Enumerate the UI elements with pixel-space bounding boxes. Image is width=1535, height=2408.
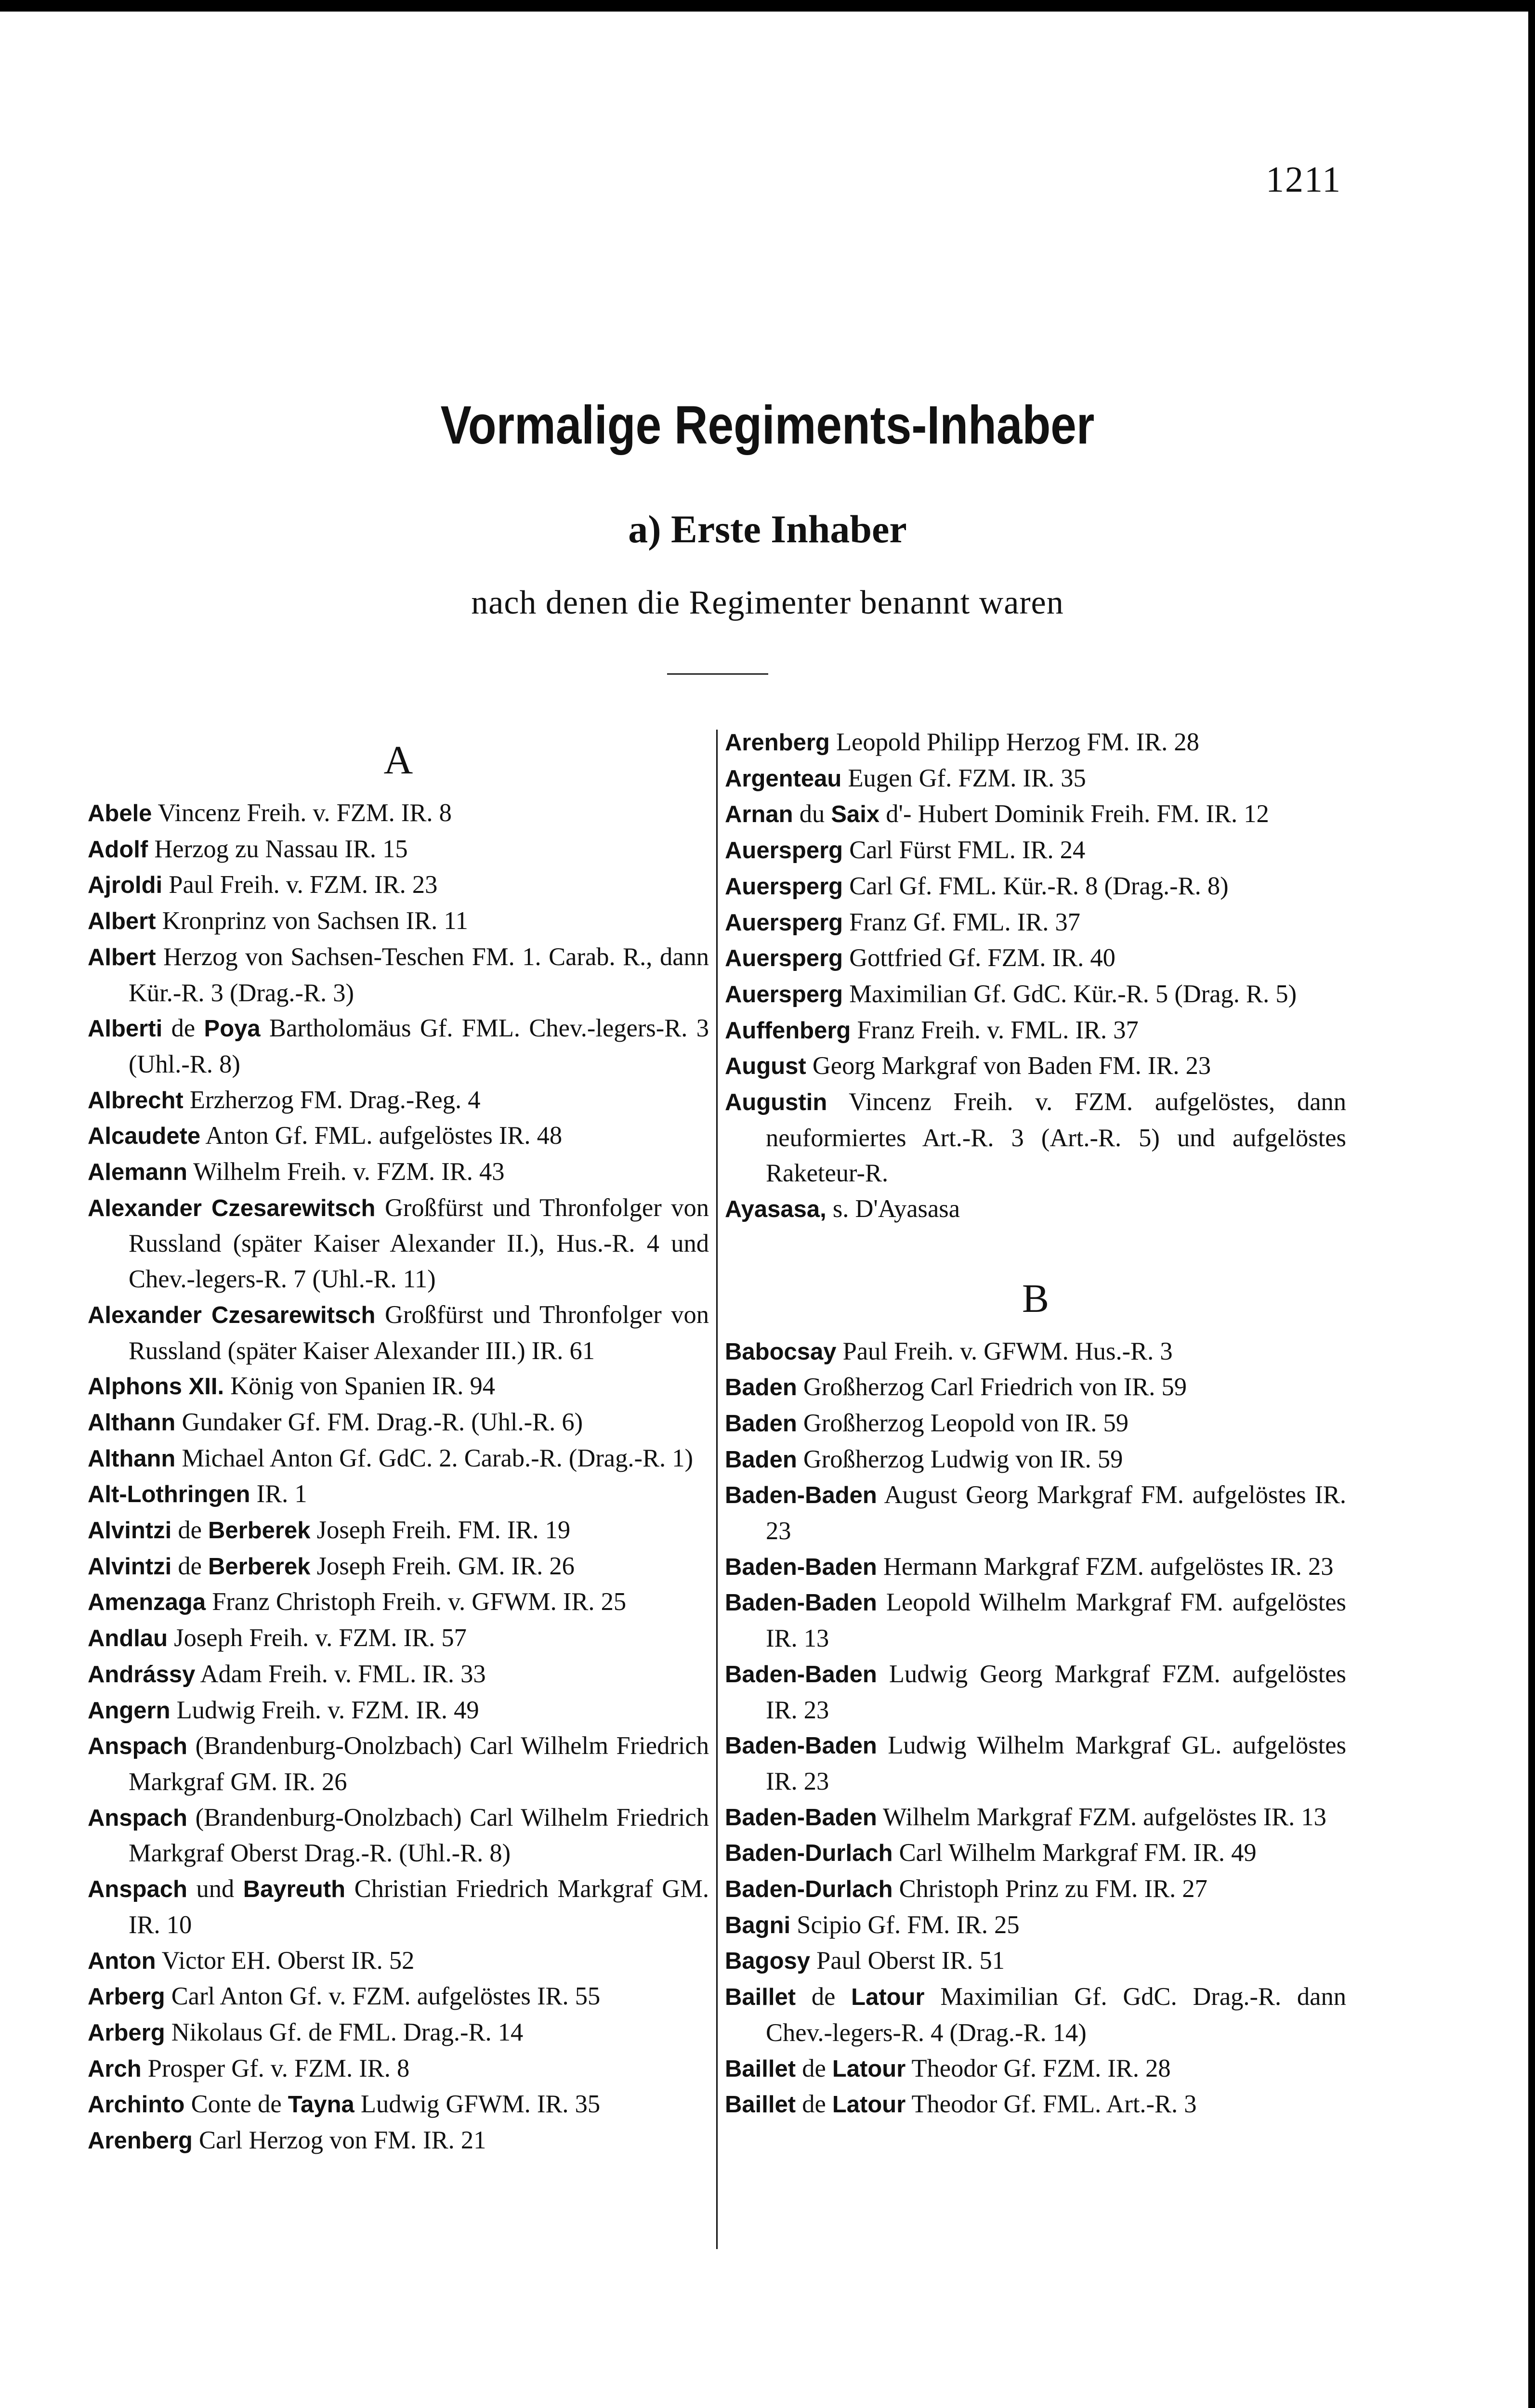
index-entry — [88, 832, 709, 868]
index-entry — [725, 1191, 1346, 1228]
entry-text: Conte de — [184, 2090, 288, 2119]
entry-list-a-continued — [725, 725, 1346, 1228]
entry-text: Leopold Wilhelm Markgraf FM. aufgelöstes IR. 13 — [766, 1588, 1346, 1653]
entry-text: Carl Gf. FML. Kür.-R. 8 (Drag.-R. 8) — [843, 872, 1229, 900]
entry-name: Alemann — [88, 1159, 187, 1186]
entry-text: de — [171, 1552, 209, 1580]
entry-name: Auersperg — [725, 909, 843, 936]
entry-text: Theodor Gf. FZM. IR. 28 — [905, 2054, 1171, 2082]
index-entry — [725, 977, 1346, 1013]
index-entry — [88, 1871, 709, 1943]
entry-name: Arberg — [88, 2019, 165, 2046]
entry-name: Alexander Czesarewitsch — [88, 1302, 376, 1328]
index-entry — [725, 1442, 1346, 1478]
entry-name: Althann — [88, 1445, 176, 1472]
entry-name: Baden-Baden — [725, 1482, 877, 1509]
index-entry — [725, 1871, 1346, 1908]
entry-text: Ludwig Freih. v. FZM. IR. 49 — [170, 1696, 479, 1724]
entry-name: Baden — [725, 1446, 797, 1473]
entry-text: s. D'Ayasasa — [826, 1195, 960, 1223]
page-number: 1211 — [1266, 159, 1342, 200]
entry-text: Wilhelm Markgraf FZM. aufgelöstes IR. 13 — [877, 1803, 1326, 1831]
entry-text: de — [796, 2090, 832, 2119]
entry-text: Carl Herzog von FM. IR. 21 — [192, 2126, 486, 2155]
entry-text: de — [796, 2054, 832, 2082]
index-entry — [88, 1405, 709, 1441]
index-entry — [88, 940, 709, 1011]
entry-text: Großfürst und Thronfolger von Russland (später Kaiser Alexander II.), Hus.-R. 4 und Chev.-legers-R. 7 (Uhl.-R. 11) — [129, 1193, 709, 1294]
index-entry — [88, 1943, 709, 1979]
column-separator — [716, 730, 718, 2249]
entry-text: Herzog von Sachsen-Teschen FM. 1. Carab. R., dann Kür.-R. 3 (Drag.-R. 3) — [129, 942, 709, 1007]
entry-name: Arberg — [88, 1984, 165, 2010]
entry-text: Franz Freih. v. FML. IR. 37 — [851, 1016, 1139, 1044]
entry-name: Berberek — [208, 1553, 311, 1580]
entry-text: Joseph Freih. v. FZM. IR. 57 — [168, 1624, 467, 1652]
entry-name: Baden-Baden — [725, 1804, 877, 1831]
index-entry — [725, 1085, 1346, 1191]
entry-name: Althann — [88, 1409, 176, 1436]
index-entry — [725, 1334, 1346, 1370]
entry-name: Baillet — [725, 1984, 796, 2011]
index-entry — [88, 1693, 709, 1729]
entry-name: Andrássy — [88, 1661, 196, 1688]
index-entry — [88, 2087, 709, 2123]
index-entry — [725, 2051, 1346, 2087]
entry-name: Baden-Baden — [725, 1733, 877, 1759]
index-entry — [88, 1657, 709, 1693]
entry-text: Paul Freih. v. FZM. IR. 23 — [162, 871, 438, 899]
entry-text: Carl Fürst FML. IR. 24 — [843, 836, 1086, 864]
entry-text: (Brandenburg-Onolzbach) Carl Wilhelm Friedrich Markgraf Oberst Drag.-R. (Uhl.-R. 8) — [129, 1803, 709, 1868]
index-entry — [88, 796, 709, 832]
index-entry — [88, 903, 709, 940]
entry-text: IR. 1 — [250, 1480, 307, 1508]
index-entry — [725, 1908, 1346, 1944]
entry-text: Großherzog Ludwig von IR. 59 — [797, 1445, 1123, 1473]
entry-text: Eugen Gf. FZM. IR. 35 — [841, 764, 1086, 792]
index-entry — [88, 1011, 709, 1082]
entry-text: de — [796, 1983, 852, 2011]
entry-text: Carl Wilhelm Markgraf FM. IR. 49 — [892, 1839, 1257, 1867]
entry-text: Paul Oberst IR. 51 — [810, 1947, 1005, 1975]
index-entry — [88, 1979, 709, 2015]
entry-text: August Georg Markgraf FM. aufgelöstes IR. 23 — [766, 1481, 1346, 1545]
entry-text: Nikolaus Gf. de FML. Drag.-R. 14 — [165, 2018, 524, 2046]
index-entry — [88, 1118, 709, 1154]
entry-name: Andlau — [88, 1625, 168, 1652]
entry-name: Baden-Baden — [725, 1661, 877, 1688]
entry-text: Ludwig Georg Markgraf FZM. aufgelöstes IR. 23 — [766, 1660, 1346, 1724]
entry-name: Latour — [832, 2055, 906, 2082]
entry-text: Leopold Philipp Herzog FM. IR. 28 — [829, 728, 1199, 756]
entry-name: Argenteau — [725, 765, 842, 792]
index-entry — [725, 1478, 1346, 1549]
index-entry — [725, 725, 1346, 761]
entry-name: Baillet — [725, 2092, 796, 2118]
entry-name: Poya — [204, 1016, 261, 1042]
entry-text: Michael Anton Gf. GdC. 2. Carab.-R. (Drag.-R. 1) — [175, 1444, 693, 1472]
index-entry — [88, 1441, 709, 1477]
entry-list-b — [725, 1334, 1346, 2123]
index-entry — [88, 867, 709, 903]
section-caption: nach denen die Regimenter benannt waren — [471, 584, 1064, 621]
entry-text: Bartholomäus Gf. FML. Chev.-legers-R. 3 (Uhl.-R. 8) — [129, 1014, 709, 1078]
entry-text: Vincenz Freih. v. FZM. IR. 8 — [152, 799, 452, 827]
entry-name: Alcaudete — [88, 1123, 201, 1150]
entry-text: König von Spanien IR. 94 — [224, 1372, 496, 1400]
entry-text: Joseph Freih. FM. IR. 19 — [310, 1516, 571, 1544]
index-entry — [88, 1549, 709, 1585]
index-entry — [725, 833, 1346, 869]
entry-name: Ayasasa, — [725, 1196, 827, 1223]
entry-name: Bagosy — [725, 1948, 811, 1975]
entry-name: Auersperg — [725, 838, 843, 864]
entry-name: Anspach — [88, 1733, 187, 1760]
entry-text: de — [162, 1014, 204, 1043]
entry-list-a — [88, 796, 709, 2159]
index-entry — [725, 941, 1346, 977]
entry-text: Ludwig GFWM. IR. 35 — [354, 2090, 601, 2119]
index-entry — [88, 1621, 709, 1657]
entry-text: Carl Anton Gf. v. FZM. aufgelöstes IR. 55 — [165, 1982, 601, 2011]
index-entry — [88, 2123, 709, 2159]
entry-name: Baillet — [725, 2055, 796, 2082]
index-entry — [725, 761, 1346, 797]
entry-text: Adam Freih. v. FML. IR. 33 — [195, 1660, 486, 1688]
entry-name: Alberti — [88, 1016, 163, 1042]
entry-text: Victor EH. Oberst IR. 52 — [156, 1946, 415, 1975]
entry-name: Arnan — [725, 801, 793, 828]
index-entry — [725, 797, 1346, 833]
entry-name: Baden-Durlach — [725, 1876, 893, 1903]
index-entry — [725, 1406, 1346, 1442]
letter-heading-a: A — [383, 738, 413, 783]
entry-name: Latour — [832, 2092, 906, 2118]
index-entry — [725, 1585, 1346, 1656]
index-entry — [88, 1369, 709, 1405]
entry-text: Maximilian Gf. GdC. Drag.-R. dann Chev.-legers-R. 4 (Drag.-R. 14) — [766, 1983, 1346, 2047]
scan-edge-right — [1528, 0, 1535, 2408]
entry-text: Kronprinz von Sachsen IR. 11 — [156, 907, 468, 935]
scan-edge-top — [0, 0, 1535, 12]
entry-name: Albert — [88, 908, 156, 935]
entry-name: Alexander Czesarewitsch — [88, 1195, 376, 1221]
entry-text: Franz Christoph Freih. v. GFWM. IR. 25 — [206, 1588, 627, 1616]
entry-name: Auffenberg — [725, 1017, 851, 1044]
index-entry — [88, 1800, 709, 1871]
entry-name: Albrecht — [88, 1087, 184, 1113]
entry-text: Maximilian Gf. GdC. Kür.-R. 5 (Drag. R. 5) — [843, 980, 1297, 1008]
page-title: Vormalige Regiments-Inhaber — [440, 395, 1095, 455]
entry-text: Theodor Gf. FML. Art.-R. 3 — [905, 2090, 1197, 2119]
entry-name: Saix — [831, 801, 880, 828]
entry-text: d'- Hubert Dominik Freih. FM. IR. 12 — [879, 800, 1269, 828]
entry-name: Augustin — [725, 1089, 827, 1116]
index-entry — [725, 1549, 1346, 1585]
entry-text: Gundaker Gf. FM. Drag.-R. (Uhl.-R. 6) — [175, 1408, 583, 1436]
entry-name: Baden — [725, 1410, 797, 1437]
entry-name: Anspach — [88, 1805, 187, 1831]
entry-text: Franz Gf. FML. IR. 37 — [843, 908, 1080, 936]
entry-name: Auersperg — [725, 873, 843, 900]
letter-heading-b: B — [1022, 1276, 1050, 1321]
entry-text: Herzog zu Nassau IR. 15 — [148, 835, 408, 863]
entry-name: Amenzaga — [88, 1589, 206, 1616]
entry-name: Archinto — [88, 2092, 185, 2118]
index-entry — [725, 869, 1346, 905]
entry-text: Prosper Gf. v. FZM. IR. 8 — [141, 2054, 410, 2082]
divider-rule — [667, 673, 768, 675]
entry-name: Arenberg — [725, 730, 830, 756]
index-entry — [725, 1979, 1346, 2051]
index-entry — [88, 1728, 709, 1800]
entry-text: Großherzog Leopold von IR. 59 — [797, 1409, 1128, 1437]
left-column — [88, 725, 709, 2159]
entry-text: Paul Freih. v. GFWM. Hus.-R. 3 — [836, 1337, 1173, 1365]
index-entry — [725, 2087, 1346, 2123]
entry-text: (Brandenburg-Onolzbach) Carl Wilhelm Friedrich Markgraf GM. IR. 26 — [129, 1732, 709, 1796]
entry-name: Tayna — [288, 2092, 354, 2118]
index-entry — [88, 2015, 709, 2051]
entry-text: Georg Markgraf von Baden FM. IR. 23 — [806, 1052, 1211, 1080]
entry-name: Bayreuth — [243, 1876, 346, 1903]
entry-text: Wilhelm Freih. v. FZM. IR. 43 — [187, 1158, 505, 1186]
entry-name: Alphons XII. — [88, 1374, 224, 1400]
entry-name: Abele — [88, 800, 152, 826]
entry-name: Baden-Baden — [725, 1554, 877, 1580]
entry-name: Bagni — [725, 1912, 791, 1938]
index-entry — [88, 1297, 709, 1369]
index-entry — [88, 1191, 709, 1297]
index-entry — [725, 1800, 1346, 1836]
index-entry — [725, 1013, 1346, 1049]
index-entry — [725, 1728, 1346, 1799]
entry-name: Adolf — [88, 836, 148, 863]
entry-text: Erzherzog FM. Drag.-Reg. 4 — [183, 1086, 481, 1114]
index-entry — [88, 2051, 709, 2087]
entry-name: Auersperg — [725, 981, 843, 1008]
entry-name: Albert — [88, 944, 156, 970]
entry-name: Baden — [725, 1374, 797, 1401]
entry-text: Gottfried Gf. FZM. IR. 40 — [843, 944, 1115, 972]
index-entry — [725, 1943, 1346, 1979]
index-entry — [88, 1513, 709, 1549]
entry-name: Arenberg — [88, 2128, 193, 2154]
index-entry — [725, 1370, 1346, 1406]
entry-text: Großherzog Carl Friedrich von IR. 59 — [797, 1373, 1187, 1401]
entry-text: Großfürst und Thronfolger von Russland (später Kaiser Alexander III.) IR. 61 — [129, 1300, 709, 1365]
entry-name: Angern — [88, 1697, 171, 1724]
entry-name: Anton — [88, 1948, 156, 1974]
index-entry — [725, 1835, 1346, 1871]
index-entry — [725, 1657, 1346, 1728]
entry-name: Arch — [88, 2055, 142, 2082]
entry-text: Anton Gf. FML. aufgelöstes IR. 48 — [200, 1122, 563, 1150]
entry-text: Hermann Markgraf FZM. aufgelöstes IR. 23 — [877, 1552, 1334, 1581]
index-entry — [725, 1048, 1346, 1085]
right-column — [725, 725, 1346, 2123]
section-subtitle: a) Erste Inhaber — [628, 507, 907, 551]
index-entry — [88, 1477, 709, 1513]
entry-text: und — [187, 1875, 243, 1903]
entry-text: du — [793, 800, 831, 828]
entry-name: Ajroldi — [88, 872, 163, 899]
index-entry — [725, 905, 1346, 941]
entry-text: Vincenz Freih. v. FZM. aufgelöstes, dann neuformiertes Art.-R. 3 (Art.-R. 5) und aufgelöstes Raketeur-R. — [766, 1088, 1346, 1188]
index-entry — [88, 1584, 709, 1621]
entry-text: de — [171, 1516, 209, 1544]
entry-text: Ludwig Wilhelm Markgraf GL. aufgelöstes IR. 23 — [766, 1731, 1346, 1795]
entry-name: Babocsay — [725, 1338, 837, 1365]
entry-name: Alvintzi — [88, 1553, 172, 1580]
entry-name: Latour — [851, 1984, 925, 2011]
entry-text: Joseph Freih. GM. IR. 26 — [310, 1552, 575, 1580]
entry-name: Alt-Lothringen — [88, 1481, 250, 1508]
entry-name: Auersperg — [725, 945, 843, 972]
entry-text: Christian Friedrich Markgraf GM. IR. 10 — [129, 1875, 709, 1939]
index-entry — [88, 1083, 709, 1119]
entry-name: August — [725, 1053, 806, 1080]
entry-name: Berberek — [208, 1518, 311, 1544]
entry-name: Baden-Baden — [725, 1590, 877, 1616]
entry-name: Baden-Durlach — [725, 1840, 893, 1867]
entry-name: Anspach — [88, 1876, 187, 1903]
entry-name: Alvintzi — [88, 1518, 172, 1544]
entry-text: Christoph Prinz zu FM. IR. 27 — [892, 1875, 1207, 1903]
index-entry — [88, 1154, 709, 1191]
entry-text: Scipio Gf. FM. IR. 25 — [790, 1911, 1020, 1939]
